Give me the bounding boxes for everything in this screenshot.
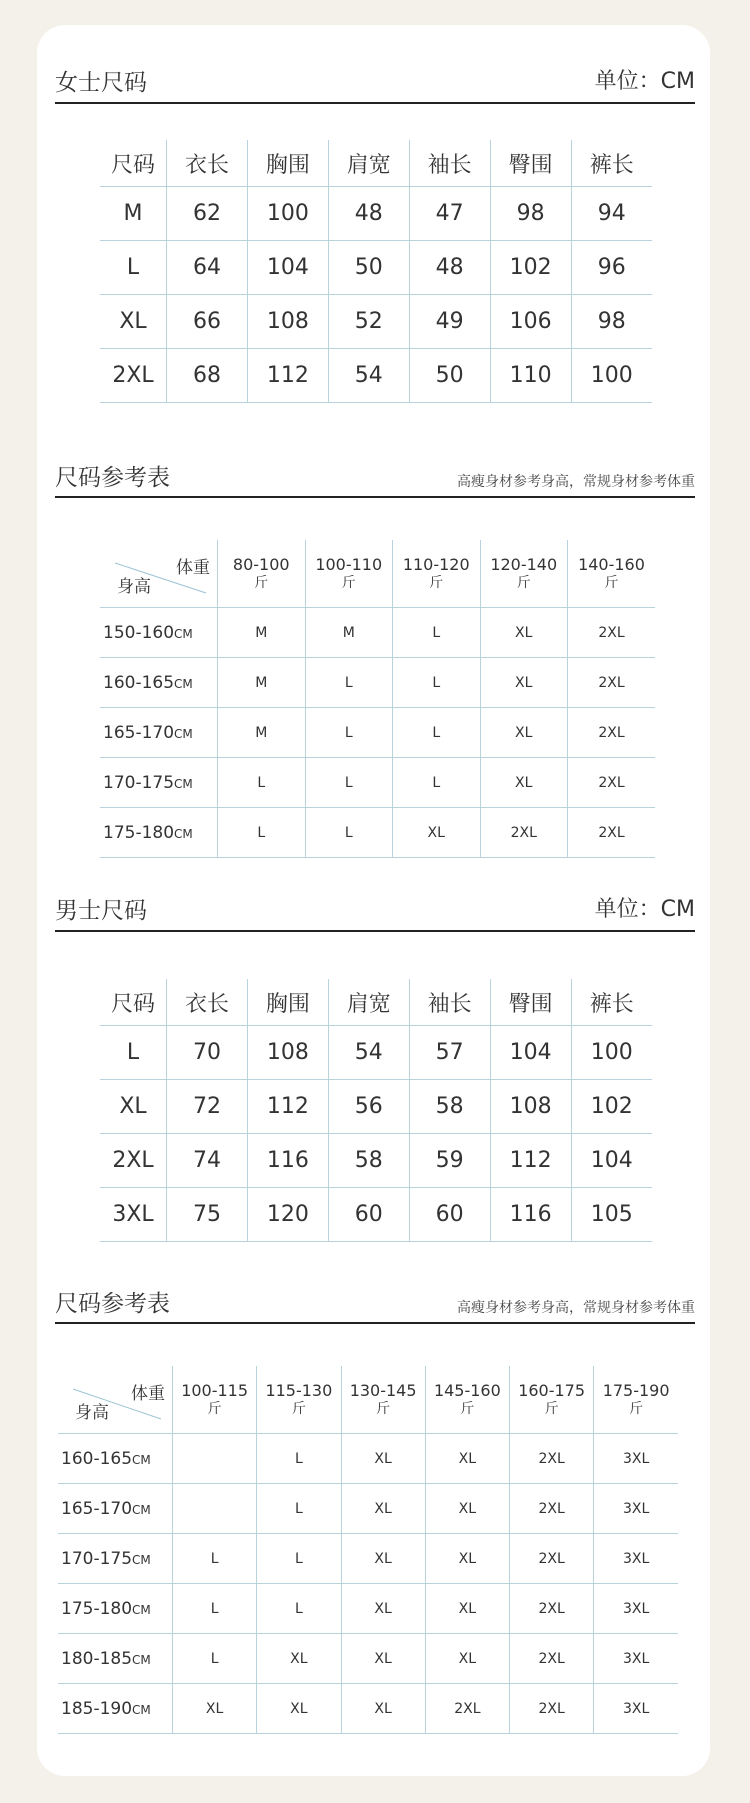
table-row (100, 658, 655, 708)
table-cell: 98 (571, 295, 652, 349)
size-cell: 3XL (594, 1534, 678, 1584)
size-cell: XL (341, 1584, 425, 1634)
size-cell: L (173, 1634, 257, 1684)
height-range-cell (100, 808, 218, 858)
height-range-cell (58, 1634, 173, 1684)
size-cell: 2XL (568, 808, 656, 858)
size-cell: L (257, 1584, 341, 1634)
table-row (100, 1188, 652, 1242)
table-cell: XL (100, 295, 167, 349)
table-cell: 58 (328, 1134, 409, 1188)
table-row (58, 1484, 678, 1534)
weight-column-header (510, 1366, 594, 1434)
table-cell: 100 (571, 1026, 652, 1080)
column-header: 胸围 (247, 140, 328, 187)
table-row (100, 708, 655, 758)
size-cell: 2XL (568, 658, 656, 708)
women-ref-title: 尺码参考表 (55, 465, 170, 491)
height-range-cell (58, 1484, 173, 1534)
size-cell: XL (425, 1634, 509, 1684)
size-cell: M (218, 658, 306, 708)
size-cell: M (305, 608, 393, 658)
table-row (100, 1080, 652, 1134)
weight-unit: 斤 (544, 1400, 559, 1417)
table-row (58, 1684, 678, 1734)
table-cell: 112 (247, 1080, 328, 1134)
size-cell: 2XL (510, 1584, 594, 1634)
size-cell: XL (341, 1484, 425, 1534)
table-cell: 74 (167, 1134, 248, 1188)
size-cell: XL (341, 1434, 425, 1484)
size-cell: 3XL (594, 1584, 678, 1634)
column-header: 裤长 (571, 140, 652, 187)
table-cell: 47 (409, 187, 490, 241)
men-ref-rule (55, 1322, 695, 1324)
height-range-cell (58, 1434, 173, 1484)
table-cell: M (100, 187, 167, 241)
table-cell: 75 (167, 1188, 248, 1242)
column-header: 尺码 (110, 991, 155, 1017)
weight-column-header (425, 1366, 509, 1434)
weight-range: 175-190 (602, 1380, 670, 1400)
size-cell: L (173, 1584, 257, 1634)
women-unit-label: 单位：CM (594, 69, 695, 94)
height-range-cell (100, 708, 218, 758)
table-cell: 112 (247, 349, 328, 403)
table-cell: 108 (247, 295, 328, 349)
size-cell (173, 1434, 257, 1484)
table-row (100, 1026, 652, 1080)
table-cell: 105 (571, 1188, 652, 1242)
men-reference-table (58, 1366, 678, 1734)
table-cell: 110 (490, 349, 571, 403)
height-unit: CM (132, 1702, 151, 1717)
weight-unit: 斤 (629, 1400, 644, 1417)
women-reference-table (100, 540, 655, 858)
corner-height-label: 身高 (75, 1403, 109, 1423)
women-size-title: 女士尺码 (55, 70, 147, 96)
size-cell: 2XL (425, 1684, 509, 1734)
size-cell: XL (425, 1584, 509, 1634)
size-cell: L (393, 758, 481, 808)
size-cell: XL (480, 658, 568, 708)
weight-unit: 斤 (460, 1400, 475, 1417)
height-unit: CM (132, 1552, 151, 1567)
weight-unit: 斤 (516, 574, 531, 591)
table-header-row (100, 540, 655, 608)
height-range-cell (100, 608, 218, 658)
size-cell: XL (425, 1484, 509, 1534)
weight-column-header (257, 1366, 341, 1434)
size-cell: XL (173, 1684, 257, 1734)
weight-unit: 斤 (341, 574, 356, 591)
height-range-cell (100, 658, 218, 708)
height-range: 160-165 (103, 672, 175, 693)
weight-unit: 斤 (376, 1400, 391, 1417)
size-cell: L (305, 658, 393, 708)
table-cell: 58 (409, 1080, 490, 1134)
size-cell: 3XL (594, 1684, 678, 1734)
table-row (100, 758, 655, 808)
table-cell: 48 (409, 241, 490, 295)
men-title-rule (55, 930, 695, 932)
weight-column-header (341, 1366, 425, 1434)
column-header: 胸围 (247, 979, 328, 1026)
weight-range: 145-160 (433, 1380, 501, 1400)
size-cell: L (305, 758, 393, 808)
table-cell: 102 (571, 1080, 652, 1134)
table-cell: 48 (328, 187, 409, 241)
weight-range: 100-115 (181, 1380, 249, 1400)
column-header: 袖长 (409, 140, 490, 187)
table-cell: 50 (328, 241, 409, 295)
table-cell: 64 (167, 241, 248, 295)
table-cell: 68 (167, 349, 248, 403)
size-cell: XL (480, 608, 568, 658)
table-cell: L (100, 1026, 167, 1080)
size-cell: L (257, 1434, 341, 1484)
size-cell: L (257, 1484, 341, 1534)
column-header: 尺码 (110, 152, 155, 178)
women-ref-rule (55, 496, 695, 498)
table-cell: 54 (328, 1026, 409, 1080)
size-cell: M (218, 608, 306, 658)
corner-header-cell (58, 1366, 173, 1434)
table-header-row (58, 1366, 678, 1434)
size-cell (173, 1484, 257, 1534)
table-cell: 54 (328, 349, 409, 403)
corner-weight-label: 体重 (131, 1384, 165, 1404)
table-row (100, 349, 652, 403)
women-size-table (100, 140, 652, 403)
men-size-title: 男士尺码 (55, 898, 147, 924)
height-unit: CM (132, 1452, 151, 1467)
corner-diagonal-label (59, 1367, 171, 1432)
weight-column-header (393, 540, 481, 608)
height-unit: CM (132, 1602, 151, 1617)
height-range: 165-170 (103, 722, 175, 743)
size-cell: XL (393, 808, 481, 858)
table-cell: 57 (409, 1026, 490, 1080)
size-cell: XL (480, 708, 568, 758)
table-cell: 56 (328, 1080, 409, 1134)
height-range-cell (58, 1684, 173, 1734)
size-cell: 3XL (594, 1484, 678, 1534)
size-cell: L (218, 808, 306, 858)
size-cell: XL (341, 1634, 425, 1684)
height-range: 185-190 (61, 1698, 133, 1719)
size-cell: 2XL (568, 758, 656, 808)
table-cell: 3XL (100, 1188, 167, 1242)
size-cell: 3XL (594, 1634, 678, 1684)
height-unit: CM (174, 726, 193, 741)
table-cell: 60 (409, 1188, 490, 1242)
size-cell: XL (341, 1684, 425, 1734)
table-cell: 59 (409, 1134, 490, 1188)
corner-header-cell (100, 540, 218, 608)
height-range-cell (58, 1584, 173, 1634)
height-range: 160-165 (61, 1448, 133, 1469)
column-header: 肩宽 (328, 140, 409, 187)
table-cell: 72 (167, 1080, 248, 1134)
weight-unit: 斤 (291, 1400, 306, 1417)
size-cell: XL (341, 1534, 425, 1584)
size-cell: XL (480, 758, 568, 808)
size-cell: XL (425, 1534, 509, 1584)
table-cell: 108 (490, 1080, 571, 1134)
table-cell: 108 (247, 1026, 328, 1080)
table-cell: XL (100, 1080, 167, 1134)
weight-range: 140-160 (578, 554, 645, 574)
height-unit: CM (174, 676, 193, 691)
men-size-table (100, 979, 652, 1242)
table-cell: 50 (409, 349, 490, 403)
table-cell: 104 (247, 241, 328, 295)
weight-range: 120-140 (490, 554, 558, 574)
corner-diagonal-label (101, 541, 216, 606)
men-ref-title: 尺码参考表 (55, 1291, 170, 1317)
size-cell: L (393, 658, 481, 708)
size-cell: 2XL (568, 608, 656, 658)
column-header: 衣长 (167, 140, 248, 187)
weight-column-header (173, 1366, 257, 1434)
size-cell: 2XL (510, 1634, 594, 1684)
weight-range: 110-120 (402, 554, 470, 574)
column-header: 臀围 (490, 979, 571, 1026)
height-unit: CM (132, 1652, 151, 1667)
table-header-row (100, 140, 652, 187)
weight-column-header (480, 540, 568, 608)
women-title-rule (55, 102, 695, 104)
table-cell: L (100, 241, 167, 295)
size-cell: 3XL (594, 1434, 678, 1484)
table-cell: 104 (571, 1134, 652, 1188)
men-ref-note: 高瘦身材参考身高，常规身材参考体重 (457, 1300, 695, 1316)
height-range-cell (58, 1534, 173, 1584)
size-cell: L (393, 708, 481, 758)
table-row (100, 187, 652, 241)
table-row (100, 1134, 652, 1188)
table-cell: 100 (571, 349, 652, 403)
height-range-cell (100, 758, 218, 808)
weight-range: 160-175 (518, 1380, 586, 1400)
table-row (58, 1584, 678, 1634)
size-cell: 2XL (510, 1434, 594, 1484)
corner-height-label: 身高 (117, 577, 151, 597)
table-cell: 60 (328, 1188, 409, 1242)
table-cell: 94 (571, 187, 652, 241)
table-row (100, 295, 652, 349)
weight-column-header (305, 540, 393, 608)
table-row (100, 808, 655, 858)
size-cell: XL (257, 1684, 341, 1734)
weight-unit: 斤 (254, 574, 269, 591)
corner-weight-label: 体重 (176, 558, 210, 578)
table-cell: 116 (490, 1188, 571, 1242)
height-unit: CM (174, 626, 193, 641)
table-cell: 66 (167, 295, 248, 349)
table-cell: 62 (167, 187, 248, 241)
size-cell: M (218, 708, 306, 758)
weight-unit: 斤 (604, 574, 619, 591)
men-unit-label: 单位：CM (594, 897, 695, 922)
size-cell: 2XL (480, 808, 568, 858)
size-cell: 2XL (510, 1684, 594, 1734)
weight-column-header (218, 540, 306, 608)
table-row (100, 608, 655, 658)
table-cell: 2XL (100, 1134, 167, 1188)
table-cell: 120 (247, 1188, 328, 1242)
size-cell: L (218, 758, 306, 808)
weight-range: 80-100 (232, 554, 290, 574)
table-row (58, 1434, 678, 1484)
table-row (100, 241, 652, 295)
table-cell: 112 (490, 1134, 571, 1188)
table-cell: 102 (490, 241, 571, 295)
weight-range: 130-145 (349, 1380, 417, 1400)
weight-column-header (594, 1366, 678, 1434)
table-cell: 106 (490, 295, 571, 349)
size-cell: L (393, 608, 481, 658)
table-cell: 104 (490, 1026, 571, 1080)
height-range: 180-185 (61, 1648, 133, 1669)
height-range: 150-160 (103, 622, 175, 643)
table-cell: 2XL (100, 349, 167, 403)
weight-unit: 斤 (429, 574, 444, 591)
size-cell: XL (425, 1434, 509, 1484)
column-header: 裤长 (571, 979, 652, 1026)
height-range: 175-180 (103, 822, 175, 843)
height-range: 170-175 (103, 772, 175, 793)
table-row (58, 1534, 678, 1584)
weight-column-header (568, 540, 656, 608)
height-unit: CM (132, 1502, 151, 1517)
table-cell: 70 (167, 1026, 248, 1080)
table-header-row (100, 979, 652, 1026)
size-cell: XL (257, 1634, 341, 1684)
table-cell: 52 (328, 295, 409, 349)
size-cell: L (305, 708, 393, 758)
height-range: 170-175 (61, 1548, 133, 1569)
size-cell: 2XL (510, 1534, 594, 1584)
size-cell: 2XL (510, 1484, 594, 1534)
table-cell: 49 (409, 295, 490, 349)
table-cell: 100 (247, 187, 328, 241)
weight-range: 115-130 (265, 1380, 333, 1400)
column-header: 袖长 (409, 979, 490, 1026)
size-cell: 2XL (568, 708, 656, 758)
height-unit: CM (174, 776, 193, 791)
weight-unit: 斤 (207, 1400, 222, 1417)
table-cell: 98 (490, 187, 571, 241)
height-unit: CM (174, 826, 193, 841)
table-cell: 116 (247, 1134, 328, 1188)
weight-range: 100-110 (315, 554, 383, 574)
size-cell: L (257, 1534, 341, 1584)
column-header: 肩宽 (328, 979, 409, 1026)
table-row (58, 1634, 678, 1684)
size-cell: L (305, 808, 393, 858)
table-cell: 96 (571, 241, 652, 295)
height-range: 175-180 (61, 1598, 133, 1619)
column-header: 臀围 (490, 140, 571, 187)
height-range: 165-170 (61, 1498, 133, 1519)
women-ref-note: 高瘦身材参考身高，常规身材参考体重 (457, 474, 695, 490)
size-cell: L (173, 1534, 257, 1584)
column-header: 衣长 (167, 979, 248, 1026)
